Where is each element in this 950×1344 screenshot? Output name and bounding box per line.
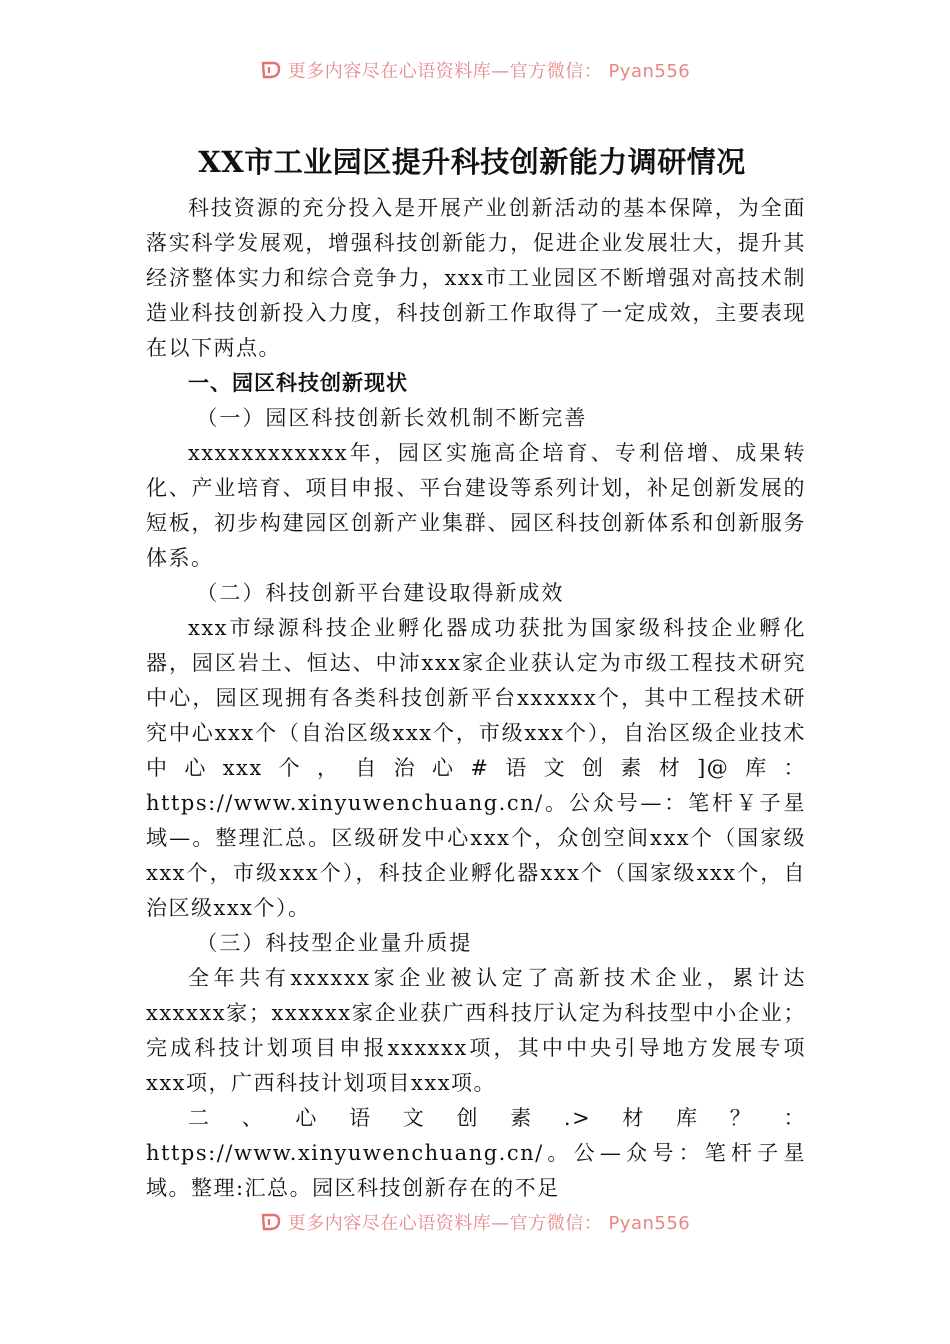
footer-watermark-banner — [0, 1206, 950, 1238]
header-watermark-banner — [0, 54, 950, 86]
body-paragraph-1: xxxxxxxxxxxx年，园区实施高企培育、专利倍增、成果转化、产业培育、项目申报、平台建设等系列计划，补足创新发展的短板，初步构建园区创新产业集群、园区科技创新体系和创新服务体系。 — [146, 441, 806, 570]
subsection-heading-1: （一）园区科技创新长效机制不断完善 — [196, 406, 588, 430]
document-body — [146, 140, 806, 1206]
intro-paragraph: 科技资源的充分投入是开展产业创新活动的基本保障，为全面落实科学发展观，增强科技创新能力，促进企业发展壮大，提升其经济整体实力和综合竞争力，xxx市工业园区不断增强对高技术制造业科技创新投入力度，科技创新工作取得了一定成效，主要表现在以下两点。 — [146, 196, 806, 360]
body-paragraph-3: 全年共有xxxxxx家企业被认定了高新技术企业，累计达xxxxxx家；xxxxxx家企业获广西科技厅认定为科技型中小企业；完成科技计划项目申报xxxxxx项，其中中央引导地方发展专项xxx项，广西科技计划项目xxx项。 — [146, 966, 806, 1095]
subsection-heading-2: （二）科技创新平台建设取得新成效 — [196, 581, 565, 605]
brand-logo-icon — [260, 59, 282, 81]
footer-watermark-text: 更多内容尽在心语资料库—官方微信： Pyan556 — [287, 1213, 691, 1234]
section-heading-1: 一、园区科技创新现状 — [188, 371, 408, 395]
brand-logo-icon — [260, 1211, 282, 1233]
body-paragraph-2: xxx市绿源科技企业孵化器成功获批为国家级科技企业孵化器，园区岩土、恒达、中沛xxx家企业获认定为市级工程技术研究中心，园区现拥有各类科技创新平台xxxxxx个，其中工程技术研究中心xxx个（自治区级xxx个，市级xxx个），自治区级企业技术中心xxx个，自治心#语文创素材]@库：https://www.xinyuwenchuang.cn/。公众号—：笔杆￥子星域—。整理汇总。区级研发中心xxx个，众创空间xxx个（国家级xxx个，市级xxx个），科技企业孵化器xxx个（国家级xxx个，自治区级xxx个）。 — [146, 616, 806, 920]
section-heading-2: 二、心语文创素.>材库？：https://www.xinyuwenchuang.cn/。公—众号：笔杆子星域。整理:汇总。园区科技创新存在的不足 — [146, 1106, 806, 1200]
subsection-heading-3: （三）科技型企业量升质提 — [196, 931, 473, 955]
header-watermark-text: 更多内容尽在心语资料库—官方微信： Pyan556 — [287, 61, 691, 82]
document-title: XX市工业园区提升科技创新能力调研情况 — [198, 145, 746, 179]
